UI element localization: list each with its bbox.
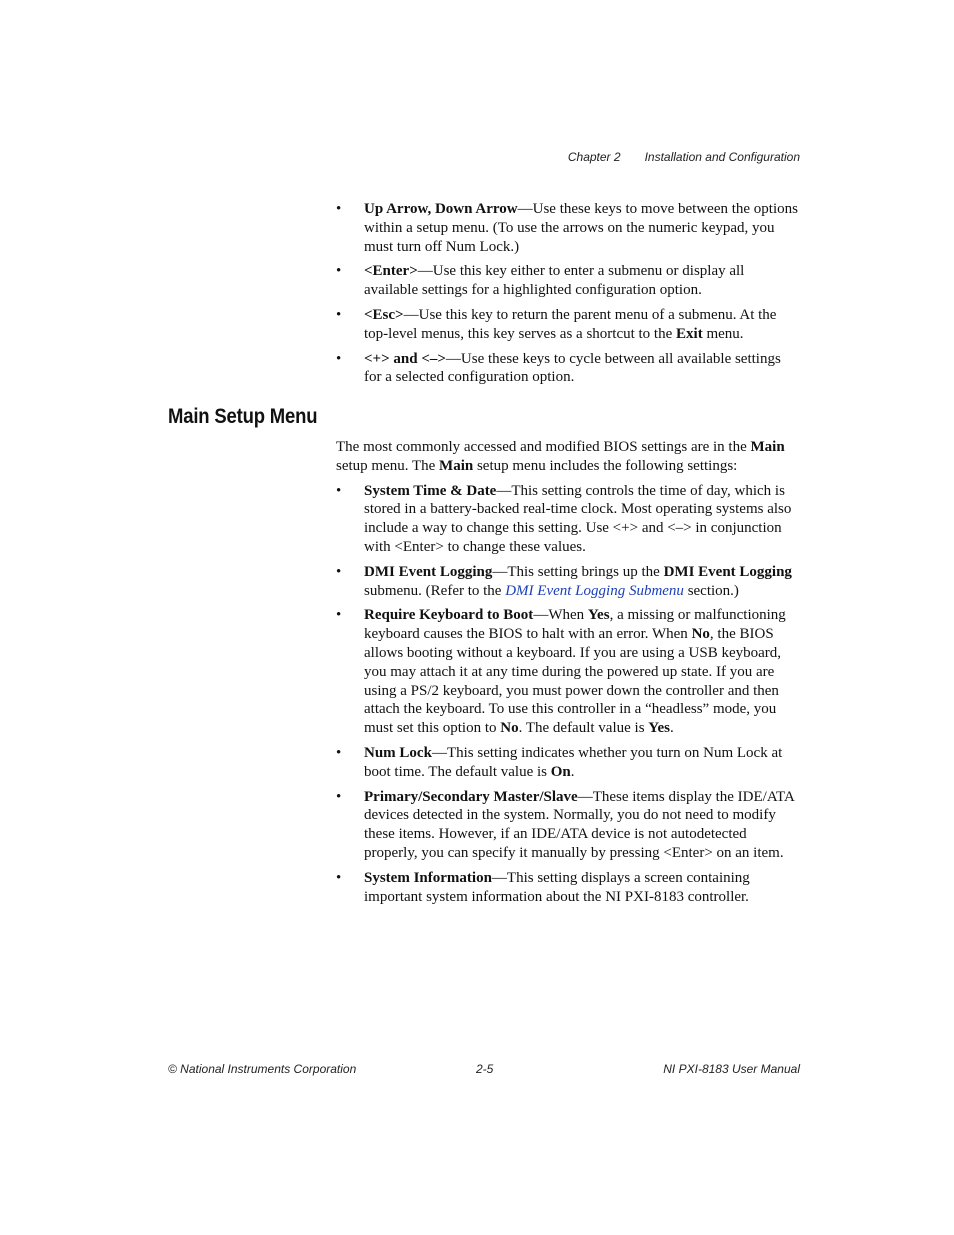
bullet-glyph: •: [336, 350, 342, 367]
setting-description: section.): [683, 582, 739, 599]
bullet-glyph: •: [336, 788, 342, 805]
setting-description: —These items display the IDE/ATA devices detected in the system. Normally, you do not need to modify these items. However, if an IDE/ATA device is not autodetected properly, you can specify it manually by pressing <Enter> on an item.: [364, 788, 794, 861]
dmi-event-logging-link[interactable]: DMI Event Logging Submenu: [505, 582, 684, 599]
list-item: [336, 350, 800, 388]
setting-description: —This setting controls the time of day, which is stored in a battery-backed real-time clock. Most operating systems also include a way to change this setting. Use <+> and <–> in conjunction with <Enter> to change these values.: [364, 482, 792, 555]
bullet-glyph: •: [336, 869, 342, 886]
bold-word: Exit: [676, 325, 703, 342]
list-item: [336, 744, 800, 782]
key-list: [336, 200, 800, 387]
key-term: <+> and <–>: [364, 350, 446, 367]
setting-description: —This setting indicates whether you turn on Num Lock at boot time. The default value is: [364, 744, 783, 780]
intro-text: setup menu includes the following settings:: [473, 457, 738, 474]
bullet-glyph: •: [336, 563, 342, 580]
list-item: [336, 563, 800, 601]
bold-word: Main: [439, 457, 474, 474]
bold-word: No: [691, 626, 710, 643]
section-heading: Main Setup Menu: [168, 405, 318, 428]
key-description: —Use these keys to move between the options within a setup menu. (To use the arrows on the numeric keypad, you must turn off Num Lock.): [364, 201, 798, 255]
key-term: <Esc>: [364, 306, 404, 323]
header-section: Installation and Configuration: [644, 150, 800, 164]
intro-paragraph: [336, 438, 800, 476]
bullet-glyph: •: [336, 263, 342, 280]
setting-term: Num Lock: [364, 744, 432, 761]
list-item: [336, 306, 800, 344]
bold-word: Main: [750, 439, 785, 455]
bullet-glyph: •: [336, 607, 342, 624]
footer-manual-title: NI PXI-8183 User Manual: [663, 1062, 800, 1076]
setting-description: submenu. (Refer to the: [364, 582, 506, 599]
bold-word: DMI Event Logging: [663, 563, 792, 580]
list-item: [336, 200, 800, 256]
setting-description: —This setting brings up the: [492, 563, 664, 580]
page-footer: [168, 1062, 800, 1078]
list-item: [336, 262, 800, 300]
bold-word: On: [550, 763, 571, 780]
list-item: [336, 482, 800, 557]
key-term: Up Arrow, Down Arrow: [364, 201, 518, 217]
list-item: [336, 869, 800, 907]
setting-description: .: [669, 720, 674, 737]
bullet-glyph: •: [336, 201, 342, 217]
setting-description: , a missing or malfunctioning keyboard causes the BIOS to halt with an error. When: [364, 607, 786, 643]
key-description: menu.: [702, 325, 744, 342]
key-description: —Use this key either to enter a submenu or display all available settings for a highlighted configuration option.: [364, 263, 745, 299]
bullet-glyph: •: [336, 744, 342, 761]
intro-text: setup menu. The: [336, 457, 440, 474]
settings-list: [336, 482, 800, 907]
running-header: [568, 150, 800, 164]
footer-page-number: 2-5: [476, 1062, 494, 1076]
bullet-glyph: •: [336, 482, 342, 499]
key-description: —Use these keys to cycle between all available settings for a selected configuration option.: [364, 350, 781, 386]
bold-word: Yes: [648, 720, 670, 737]
bold-word: No: [500, 720, 519, 737]
footer-copyright: © National Instruments Corporation: [168, 1062, 357, 1076]
bullet-glyph: •: [336, 306, 342, 323]
key-list-section: [336, 200, 800, 393]
header-chapter: Chapter 2: [567, 150, 621, 164]
setting-description: .: [570, 763, 575, 780]
intro-text: The most commonly accessed and modified BIOS settings are in the: [336, 439, 751, 455]
list-item: [336, 606, 800, 738]
setting-description: —This setting displays a screen containing important system information about the NI PXI-8183 controller.: [364, 869, 750, 905]
list-item: [336, 788, 800, 863]
setting-description: —When: [533, 607, 588, 624]
setting-description: , the BIOS allows booting without a keyboard. If you are using a USB keyboard, you may attach it at any time during the powered up state. If you are using a PS/2 keyboard, you must power down the controller and then attach the keyboard. To use this controller in a “headless” mode, you must set this option to: [364, 626, 782, 737]
setting-term: Primary/Secondary Master/Slave: [364, 788, 578, 805]
setting-term: DMI Event Logging: [364, 563, 493, 580]
setting-term: System Information: [364, 869, 492, 886]
key-description: —Use this key to return the parent menu of a submenu. At the top-level menus, this key serves as a shortcut to the: [364, 306, 777, 342]
key-term: <Enter>: [364, 263, 418, 280]
setting-term: System Time & Date: [364, 482, 497, 499]
bold-word: Yes: [587, 607, 610, 624]
setting-description: . The default value is: [518, 720, 649, 737]
main-setup-section: [336, 438, 800, 912]
setting-term: Require Keyboard to Boot: [364, 607, 534, 624]
